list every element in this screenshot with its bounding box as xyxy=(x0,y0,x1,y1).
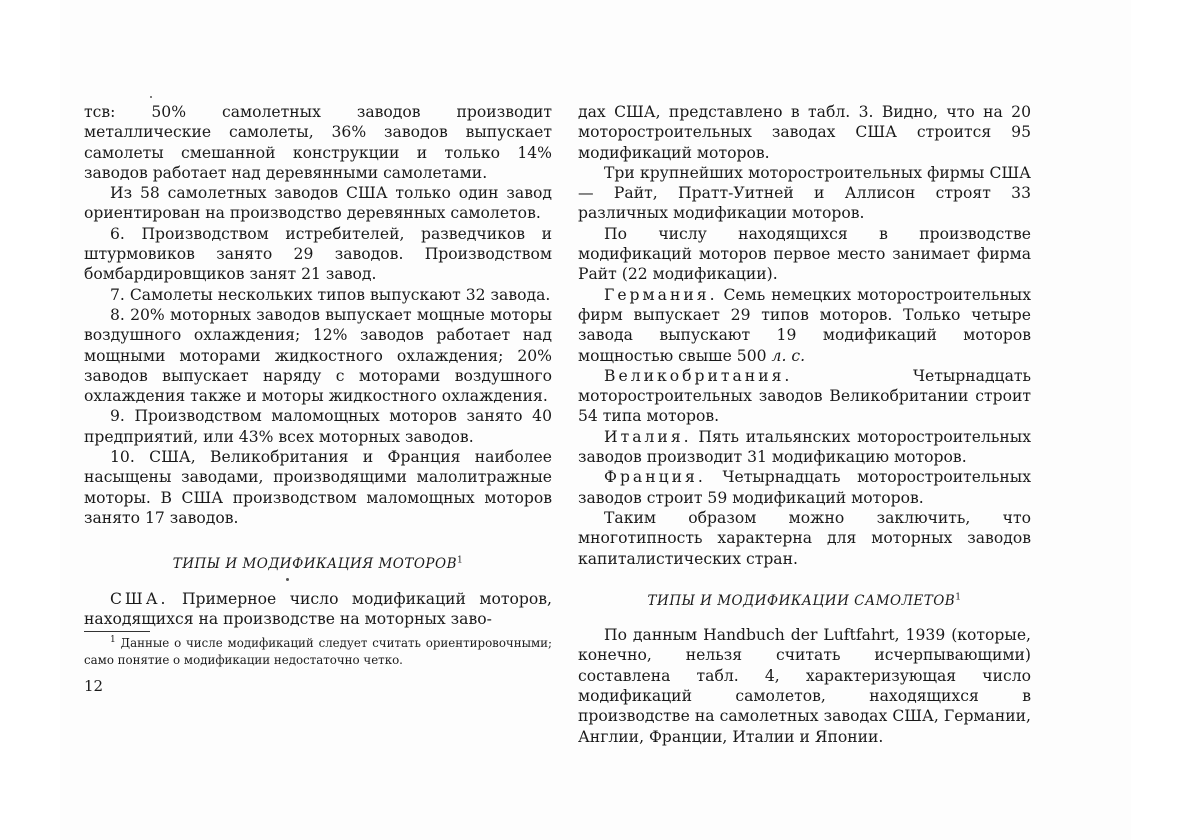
paragraph: 10. США, Великобритания и Франция наиболее насыщены заводами, производящими малолитражные моторы. В США производством маломощных моторов занято 17 заводов. xyxy=(84,448,552,527)
country-name: США. xyxy=(110,589,169,608)
right-column xyxy=(578,102,1031,747)
paragraph xyxy=(578,467,1031,508)
paragraph: 9. Производством маломощных моторов занято 40 предприятий, или 43% всех моторных заводов. xyxy=(84,407,552,446)
footnote xyxy=(84,635,552,668)
paragraph: Таким образом можно заключить, что многотипность характерна для моторных заводов капиталистических стран. xyxy=(578,508,1031,568)
section-heading xyxy=(84,554,552,574)
scan-speck xyxy=(150,96,152,98)
section-heading xyxy=(578,591,1031,611)
section-heading-text: ТИПЫ И МОДИФИКАЦИИ САМОЛЕТОВ xyxy=(647,592,956,609)
country-name: Франция. xyxy=(604,468,706,487)
paragraph xyxy=(84,589,552,630)
footnote-rule xyxy=(84,631,150,632)
page-number: 12 xyxy=(84,677,104,696)
paragraph-text: Четырнадцать моторостроительных заводов Великобритании строит 54 типа моторов. xyxy=(578,366,1031,426)
footnote-mark: 1 xyxy=(110,635,116,646)
paragraph-text: Примерное число модификаций моторов, находящихся на производстве на моторных заво- xyxy=(84,589,552,628)
paragraph xyxy=(578,366,1031,427)
paragraph-text: Семь немецких моторостроительных фирм выпускает 29 типов моторов. Только четыре завода выпускают 19 модификаций моторов мощностью свыше 500 xyxy=(578,285,1031,365)
section-heading-text: ТИПЫ И МОДИФИКАЦИЯ МОТОРОВ xyxy=(172,556,458,573)
paragraph: Из 58 самолетных заводов США только один завод ориентирован на производство деревянных самолетов. xyxy=(84,184,552,223)
paragraph-text: Пять итальянских моторостроительных заводов производит 31 модификацию моторов. xyxy=(578,427,1031,467)
country-name: Великобритания. xyxy=(604,366,793,385)
left-column xyxy=(84,102,552,696)
paragraph: тсв: 50% самолетных заводов производит металлические самолеты, 36% заводов выпускает самолеты смешанной конструкции и только 14% заводов работает над деревянными самолетами. xyxy=(84,103,552,182)
paragraph xyxy=(578,285,1031,366)
footnote-text: Данные о числе модификаций следует считать ориентировочными; само понятие о модификации недостаточно четко. xyxy=(84,636,552,667)
paragraph: 6. Производством истребителей, разведчиков и штурмовиков занято 29 заводов. Производством бомбардировщиков занят 21 завод. xyxy=(84,224,552,284)
paragraph: 8. 20% моторных заводов выпускает мощные моторы воздушного охлаждения; 12% заводов работает над мощными моторами жидкостного охлаждения; 20% заводов выпускает наряду с моторами воздушного охлаждения также и моторы жидкостного охлаждения. xyxy=(84,305,552,406)
footnote-ref: 1 xyxy=(955,592,962,603)
country-name: Германия. xyxy=(604,285,718,304)
paragraph xyxy=(578,427,1031,468)
country-name: Италия. xyxy=(604,427,692,446)
paragraph: По числу находящихся в производстве модификаций моторов первое место занимает фирма Райт (22 модификации). xyxy=(578,224,1031,284)
unit: л. с. xyxy=(771,346,806,365)
paragraph-text: Четырнадцать моторостроительных заводов строит 59 модификаций моторов. xyxy=(578,468,1031,507)
paragraph: 7. Самолеты нескольких типов выпускают 32 завода. xyxy=(110,285,551,304)
paragraph: По данным Handbuch der Luftfahrt, 1939 (которые, конечно, нельзя считать исчерпывающими) составлена табл. 4, характеризующая число модификаций самолетов, находящихся в производстве на самолетных заводах США, Германии, Англии, Франции, Италии и Японии. xyxy=(578,626,1031,746)
footnote-ref: 1 xyxy=(457,555,464,566)
scan-speck xyxy=(286,578,289,581)
paragraph: Три крупнейших моторостроительных фирмы США — Райт, Пратт-Уитней и Аллисон строят 33 различных модификации моторов. xyxy=(578,163,1031,223)
paragraph: дах США, представлено в табл. 3. Видно, что на 20 моторостроительных заводах США строится 95 модификаций моторов. xyxy=(578,103,1031,162)
